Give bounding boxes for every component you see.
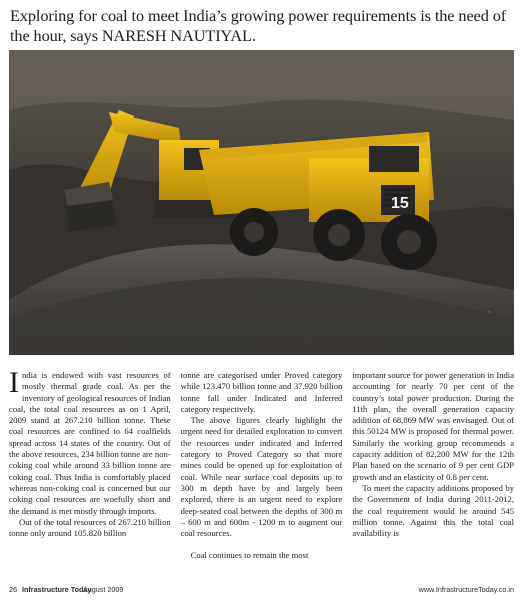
mining-photo-illustration	[9, 50, 514, 355]
mining-photo	[9, 50, 514, 355]
body-column-3	[352, 370, 514, 578]
page-footer	[9, 584, 514, 596]
paragraph-text: ndia is endowed with vast resources of mostly thermal grade coal. As per the inventory of geological resources of Indian coal, the total coal resources as on 1 April, 2009 stand at 267.210 billion tonne. These coal resources are confined to 64 coalfields spread across 14 states of the country. Out of the above resources, 234 billion tonne are non-coking coal while around 33 billion tonne are coking coal. Thus India is comfortably placed whereas non-coking coal is concerned but our coking coal resources are woefully short and the demand is met mostly through imports.	[9, 370, 171, 516]
paragraph: tonne are categorised under Proved category while 123.470 billion tonne and 37.920 billion tonne fall under Indicated and Inferred category respectively.	[180, 370, 343, 414]
issue-date: August 2009	[83, 585, 124, 594]
magazine-url: www.InfrastructureToday.co.in	[418, 585, 514, 594]
dumper-number: 15	[391, 195, 409, 212]
paragraph: Out of the total resources of 267.210 billion tonne only around 105.820 billion	[9, 516, 171, 539]
page-number: 26	[9, 585, 17, 594]
paragraph: Coal continues to remain the most	[190, 550, 309, 561]
paragraph: To meet the capacity additions proposed by the Government of India during 2011-2012, the coal requirement would be around 545 million tonne. Against this the total coal availability is	[352, 482, 515, 539]
magazine-name: Infrastructure Today	[22, 585, 92, 594]
body-column-2	[181, 370, 343, 578]
article-body	[9, 370, 514, 578]
paragraph: important source for power generation in India accounting for nearly 70 per cent of the country’s total power production. During the 11th plan, the overall generation capacity addition of 68,869 MW was envisaged. Out of this 50124 MW is proposed for thermal power. Similarly the working group recommends a capacity addition of 82,200 MW for the 12th Plan based on the scenario of 9 per cent GDP growth and an elasticity of 0.8 per cent.	[352, 370, 515, 482]
paragraph: The above figures clearly highlight the urgent need for detailed exploration to convert the resources under indicated and Inferred category to Proved Category so that more mines could be opened up for exploitation of coal. While near surface coal deposits up to 300 m depth have by and largely been explored, there is an urgent need to explore deep-seated coal between the depths of 300 m – 600 m and 600m - 1200 m to augment our coal resources.	[180, 415, 343, 539]
body-column-1	[9, 370, 171, 578]
article-deck: Exploring for coal to meet India’s growing power requirements is the need of the hour, says NARESH NAUTIYAL.	[10, 6, 507, 45]
drop-cap: I	[9, 370, 19, 399]
paragraph	[9, 370, 171, 517]
